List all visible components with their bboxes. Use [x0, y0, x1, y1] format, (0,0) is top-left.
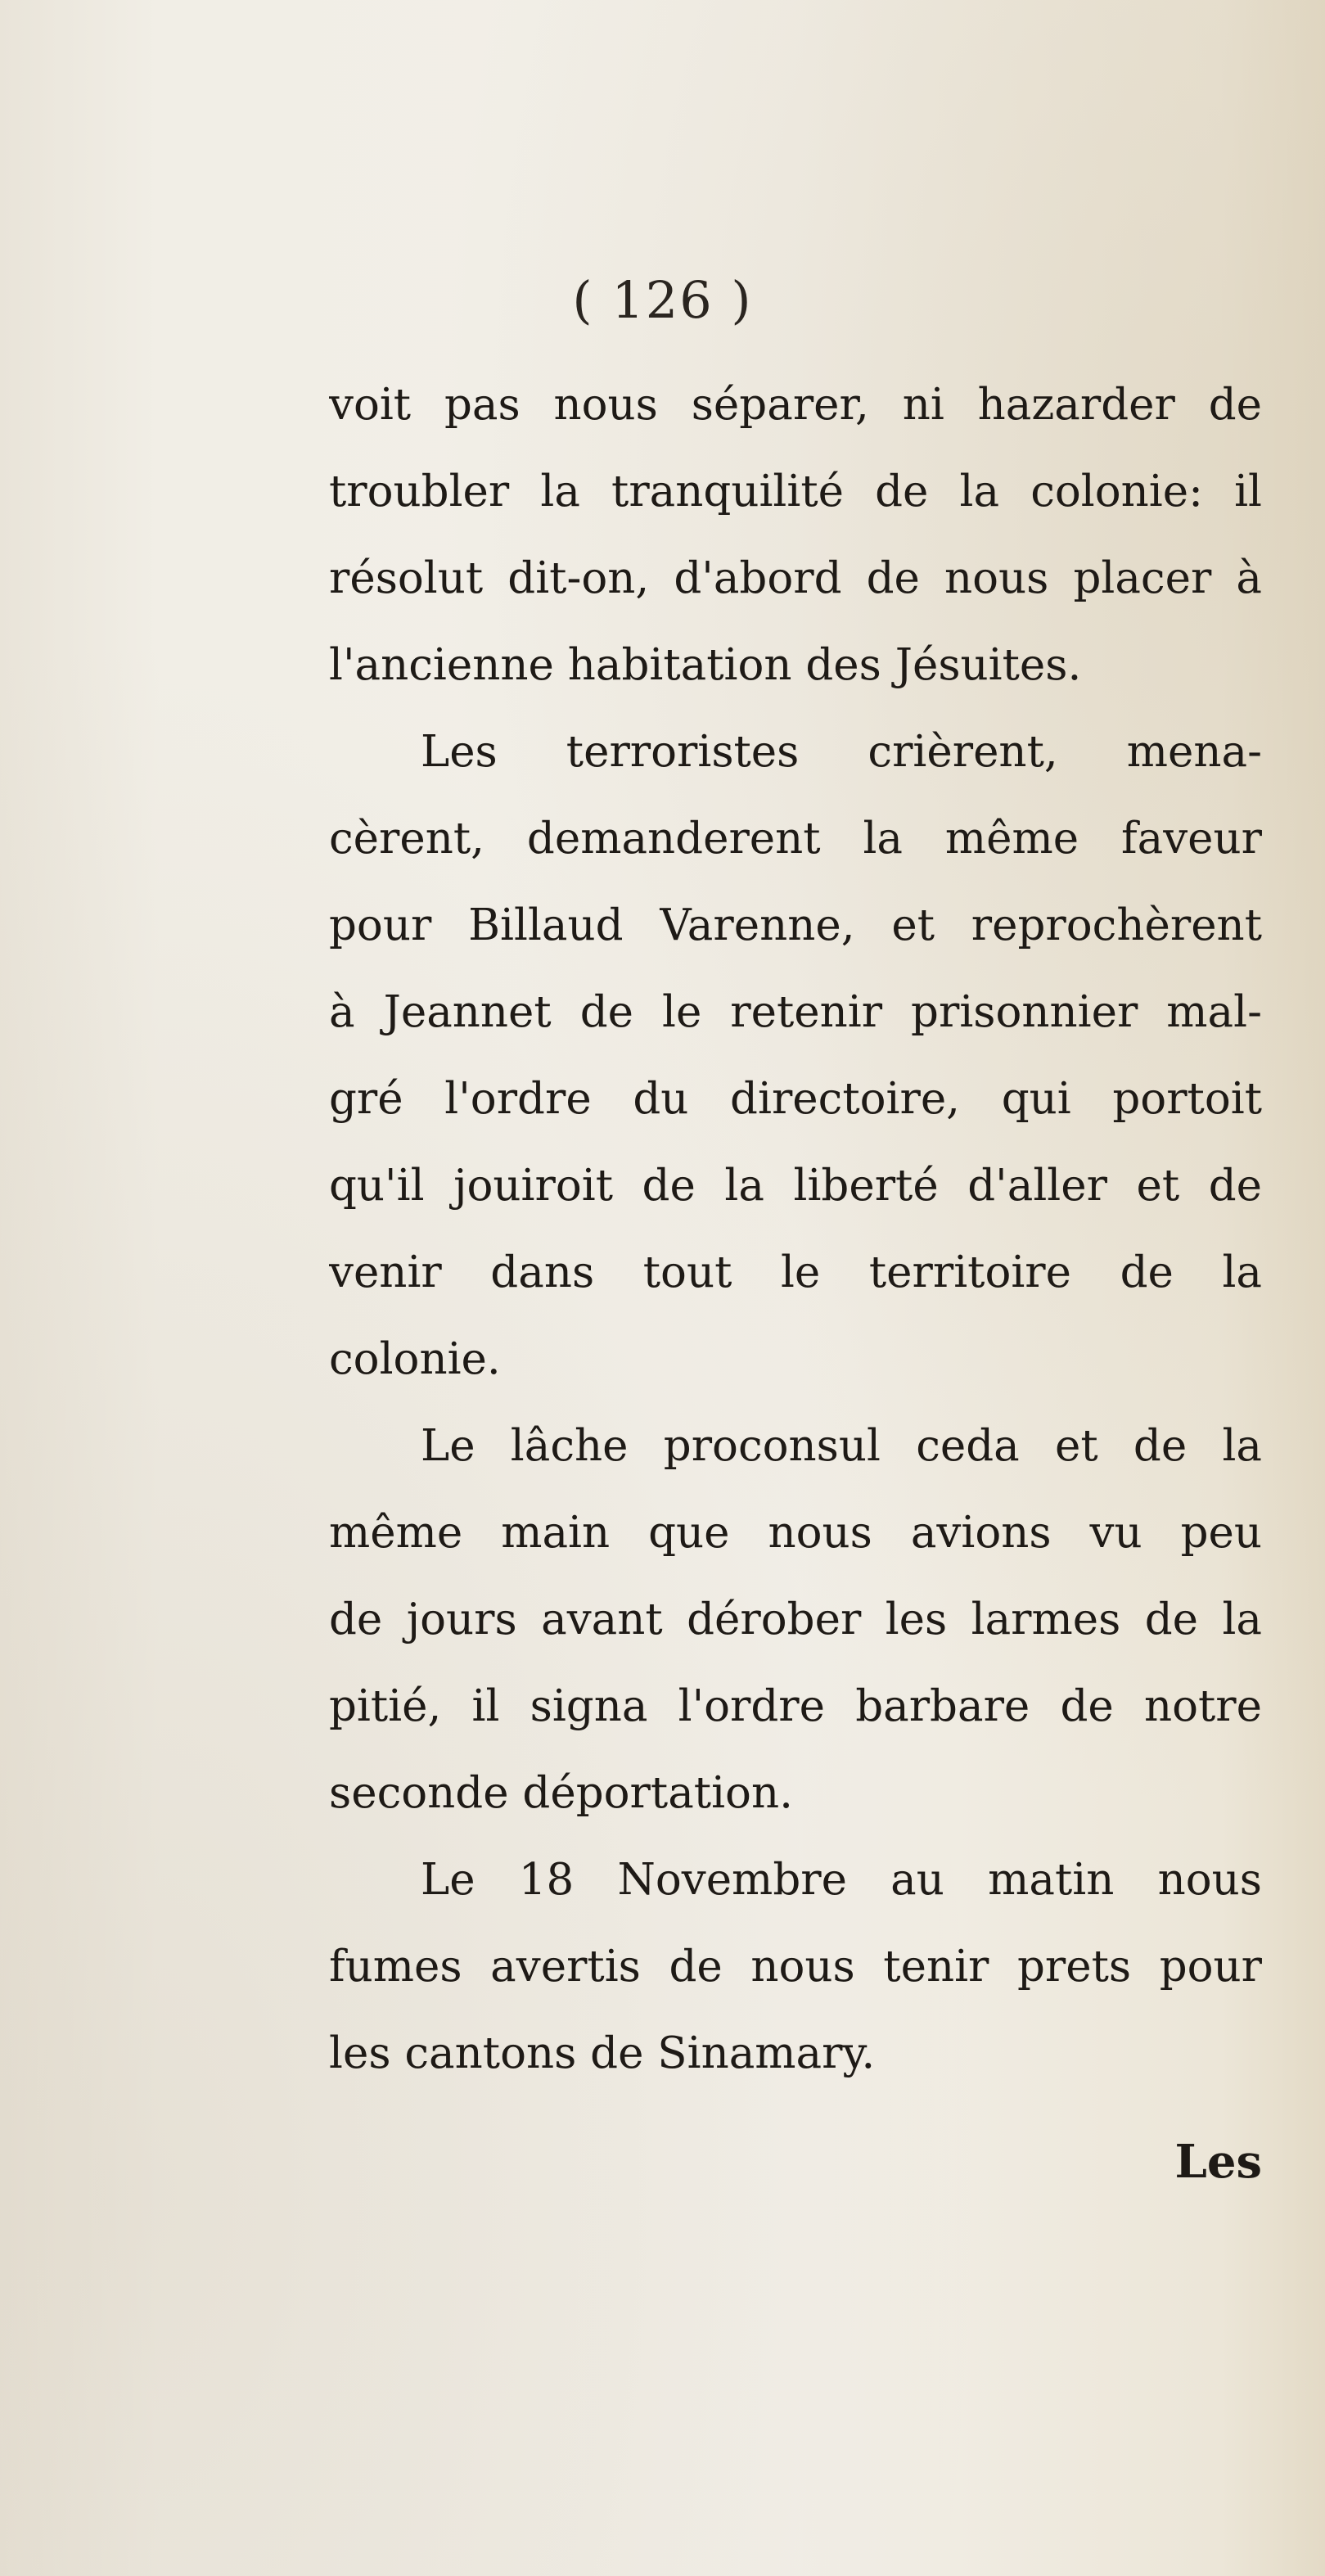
- text-line: gré l'ordre du directoire, qui portoit: [329, 1074, 1262, 1124]
- text-line: même main que nous avions vu peu: [329, 1508, 1262, 1558]
- text-line: seconde déportation.: [329, 1768, 793, 1818]
- text-line: l'ancienne habitation des Jésuites.: [329, 640, 1082, 690]
- text-line: à Jeannet de le retenir prisonnier mal-: [329, 987, 1262, 1037]
- text-line: troubler la tranquilité de la colonie: il: [329, 467, 1262, 517]
- body-text: [329, 362, 1262, 2097]
- page-number: ( 126 ): [572, 270, 753, 330]
- text-line: fumes avertis de nous tenir prets pour: [329, 1942, 1262, 1992]
- text-line: Le 18 Novembre au matin nous: [421, 1855, 1262, 1905]
- text-line: les cantons de Sinamary.: [329, 2028, 876, 2078]
- text-line: colonie.: [329, 1334, 501, 1384]
- text-line: pitié, il signa l'ordre barbare de notre: [329, 1681, 1262, 1731]
- text-line: qu'il jouiroit de la liberté d'aller et de: [329, 1161, 1262, 1211]
- text-line: pour Billaud Varenne, et reprochèrent: [329, 900, 1262, 950]
- text-line: venir dans tout le territoire de la: [329, 1247, 1262, 1297]
- text-line: Les terroristes crièrent, mena-: [421, 727, 1262, 777]
- catchword: Les: [1174, 2135, 1262, 2189]
- text-line: cèrent, demanderent la même faveur: [329, 814, 1262, 864]
- text-line: résolut dit-on, d'abord de nous placer à: [329, 553, 1262, 603]
- text-line: de jours avant dérober les larmes de la: [329, 1595, 1262, 1644]
- text-line: voit pas nous séparer, ni hazarder de: [329, 380, 1262, 430]
- text-line: Le lâche proconsul ceda et de la: [421, 1421, 1262, 1471]
